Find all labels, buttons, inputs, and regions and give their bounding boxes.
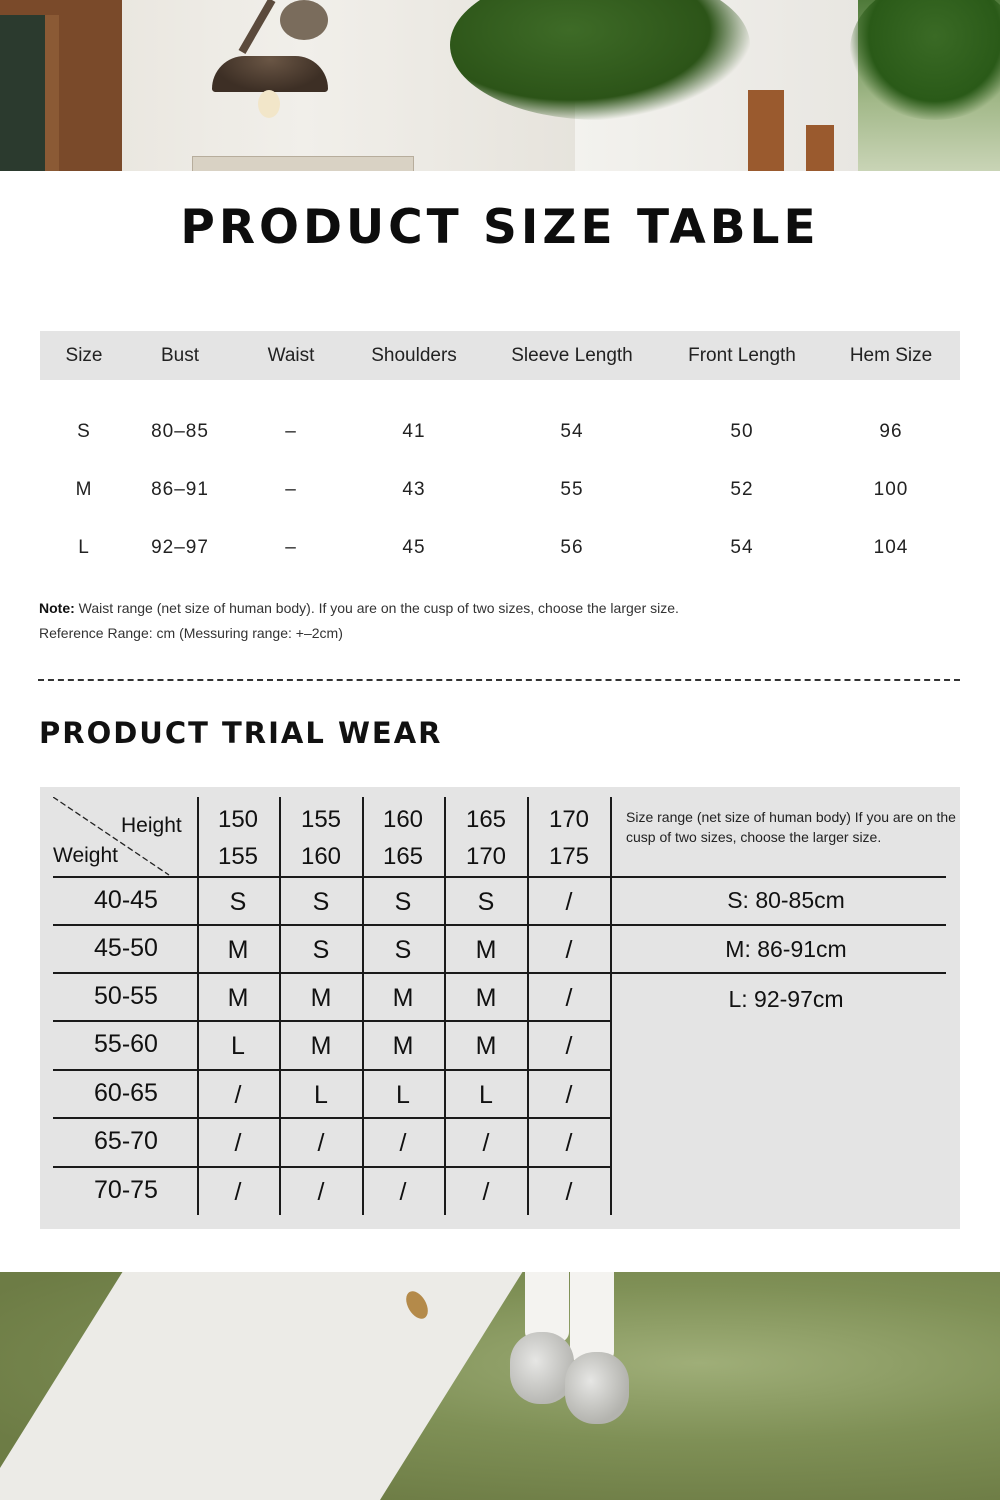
height-min: 160: [382, 806, 424, 833]
table-cell: 104: [873, 537, 909, 558]
note-reference: Reference Range: cm (Messuring range: +–2cm): [39, 625, 343, 641]
size-note: [39, 596, 679, 646]
size-cell: /: [317, 1178, 325, 1206]
weight-label: 45-50: [94, 934, 158, 962]
table-cell: 92–97: [151, 537, 209, 558]
size-cell: M: [227, 984, 249, 1012]
grid-line: [362, 797, 364, 1215]
col-header-waist: Waist: [267, 345, 315, 366]
size-cell: S: [229, 888, 247, 916]
size-cell: S: [312, 888, 330, 916]
height-max: 165: [382, 843, 424, 870]
section-divider: [38, 679, 960, 681]
col-header-sleeve-length: Sleeve Length: [511, 345, 633, 366]
height-header: [218, 801, 258, 875]
table-cell: 55: [560, 479, 584, 500]
height-max: 175: [548, 843, 590, 870]
table-cell: 100: [873, 479, 909, 500]
size-cell: M: [227, 936, 249, 964]
size-cell: /: [399, 1129, 407, 1157]
height-max: 160: [300, 843, 342, 870]
height-header: [466, 801, 506, 875]
corner-weight-label: Weight: [53, 844, 118, 867]
size-cell: /: [234, 1129, 242, 1157]
weight-label: 60-65: [94, 1079, 158, 1107]
note-text: Waist range (net size of human body). If you are on the cusp of two sizes, choose the larger size.: [74, 600, 679, 616]
grid-line: [53, 972, 610, 974]
weight-label: 40-45: [94, 886, 158, 914]
grid-line: [53, 924, 610, 926]
col-header-size: Size: [65, 345, 103, 366]
table-cell: 52: [730, 479, 754, 500]
grid-line: [53, 1166, 610, 1168]
grid-line: [197, 797, 199, 1215]
table-cell: –: [285, 421, 297, 442]
size-table: [40, 331, 960, 558]
size-cell: /: [482, 1178, 490, 1206]
size-range-label: M: 86-91cm: [725, 936, 847, 962]
col-header-front-length: Front Length: [688, 345, 796, 366]
size-cell: /: [565, 984, 573, 1012]
height-header: [383, 801, 423, 875]
weight-label: 70-75: [94, 1176, 158, 1204]
size-range-label: S: 80-85cm: [727, 887, 845, 913]
size-cell: /: [565, 936, 573, 964]
size-cell: M: [392, 1032, 414, 1060]
corner-height-label: Height: [121, 814, 182, 837]
grid-line: [610, 924, 946, 926]
size-cell: S: [312, 936, 330, 964]
size-cell: S: [394, 936, 412, 964]
size-cell: /: [565, 1129, 573, 1157]
table-cell: 43: [402, 479, 426, 500]
size-cell: L: [396, 1081, 410, 1109]
height-min: 170: [548, 806, 590, 833]
page-title: PRODUCT SIZE TABLE: [180, 200, 820, 255]
note-label: Note:: [39, 600, 75, 616]
table-cell: 96: [879, 421, 903, 442]
trial-wear-table: [40, 787, 960, 1229]
col-header-shoulders: Shoulders: [371, 345, 457, 366]
size-cell: /: [565, 888, 573, 916]
size-cell: L: [479, 1081, 493, 1109]
table-cell: 56: [560, 537, 584, 558]
size-cell: /: [234, 1081, 242, 1109]
size-cell: S: [477, 888, 495, 916]
size-cell: M: [392, 984, 414, 1012]
table-cell: M: [75, 479, 93, 500]
table-cell: 54: [730, 537, 754, 558]
height-header: [549, 801, 589, 875]
grid-line: [53, 876, 610, 878]
height-min: 150: [217, 806, 259, 833]
table-cell: –: [285, 537, 297, 558]
height-max: 155: [217, 843, 259, 870]
table-row: [40, 479, 960, 509]
size-cell: M: [475, 936, 497, 964]
table-cell: 41: [402, 421, 426, 442]
grid-line: [53, 1069, 610, 1071]
weight-label: 50-55: [94, 982, 158, 1010]
table-row: [40, 421, 960, 451]
table-cell: L: [78, 537, 90, 558]
weight-label: 65-70: [94, 1127, 158, 1155]
size-cell: L: [314, 1081, 328, 1109]
size-table-header: [40, 331, 960, 380]
size-cell: M: [475, 984, 497, 1012]
grid-line: [53, 1020, 610, 1022]
grid-line: [610, 972, 946, 974]
grid-line: [279, 797, 281, 1215]
size-cell: L: [231, 1032, 245, 1060]
bottom-photo: [0, 1272, 1000, 1500]
size-cell: /: [317, 1129, 325, 1157]
grid-line: [53, 1117, 610, 1119]
size-cell: /: [565, 1178, 573, 1206]
trial-wear-title: PRODUCT TRIAL WEAR: [39, 716, 443, 750]
col-header-bust: Bust: [160, 345, 200, 366]
grid-line: [610, 797, 612, 1215]
size-range-note: Size range (net size of human body) If you are on the cusp of two sizes, choose the larger size.: [626, 809, 956, 845]
table-cell: 86–91: [151, 479, 209, 500]
size-cell: /: [234, 1178, 242, 1206]
size-cell: S: [394, 888, 412, 916]
grid-line: [444, 797, 446, 1215]
col-header-hem-size: Hem Size: [849, 345, 933, 366]
size-cell: /: [482, 1129, 490, 1157]
size-cell: M: [475, 1032, 497, 1060]
weight-label: 55-60: [94, 1030, 158, 1058]
height-min: 155: [300, 806, 342, 833]
size-cell: /: [399, 1178, 407, 1206]
table-cell: 45: [402, 537, 426, 558]
size-cell: /: [565, 1032, 573, 1060]
table-row: [40, 537, 960, 567]
table-cell: 50: [730, 421, 754, 442]
height-max: 170: [465, 843, 507, 870]
grid-line: [527, 797, 529, 1215]
table-cell: –: [285, 479, 297, 500]
size-cell: /: [565, 1081, 573, 1109]
top-photo: [0, 0, 1000, 171]
size-cell: M: [310, 1032, 332, 1060]
size-range-label: L: 92-97cm: [728, 986, 844, 1012]
table-cell: 80–85: [151, 421, 209, 442]
table-cell: S: [77, 421, 91, 442]
grid-line: [610, 876, 946, 878]
height-min: 165: [465, 806, 507, 833]
table-cell: 54: [560, 421, 584, 442]
height-header: [301, 801, 341, 875]
size-cell: M: [310, 984, 332, 1012]
